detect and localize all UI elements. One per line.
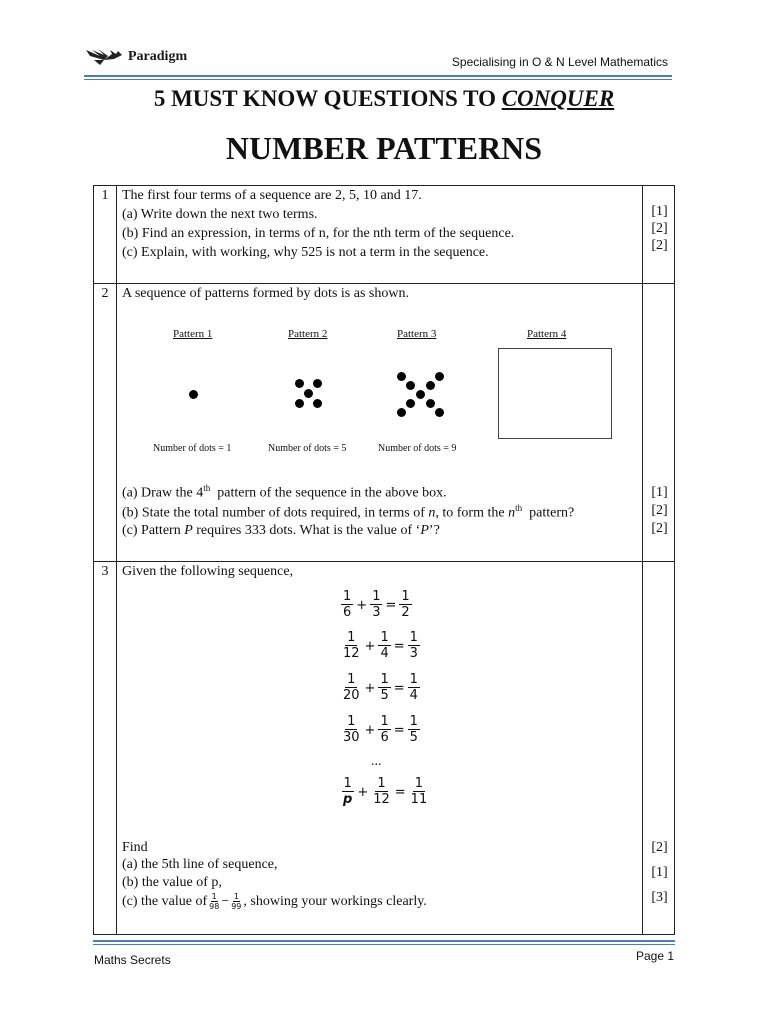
marks-label: [1] <box>651 204 668 219</box>
footer-divider <box>93 940 675 942</box>
table-divider <box>642 186 643 934</box>
marks-label: [1] <box>651 485 668 500</box>
table-divider <box>116 186 117 934</box>
brand-logo <box>84 46 187 68</box>
sequence-equation <box>340 589 413 621</box>
fraction: $\frac{1}{12}$ <box>343 630 360 661</box>
operator: = <box>393 680 405 696</box>
fraction: $\frac{1}{6}$ <box>380 714 389 745</box>
pattern-dot <box>426 381 435 390</box>
question-number: 2 <box>101 286 109 301</box>
operator: + <box>364 722 376 738</box>
operator: + <box>356 597 368 613</box>
question-number: 3 <box>101 564 109 579</box>
pattern-dot <box>435 372 444 381</box>
fraction: $\frac{1}{20}$ <box>343 672 360 703</box>
operator: = <box>393 722 405 738</box>
question-2-part-c: (c) Pattern P requires 333 dots. What is the value of ‘P’? <box>122 523 440 538</box>
marks-label: [2] <box>651 503 668 518</box>
fraction: $\frac{1}{5}$ <box>409 714 418 745</box>
question-1-part-b: (b) Find an expression, in terms of n, for the nth term of the sequence. <box>122 226 515 241</box>
question-3-find: Find <box>122 840 148 855</box>
pattern-dot <box>406 381 415 390</box>
question-3-part-a: (a) the 5th line of sequence, <box>122 857 278 872</box>
fraction: $\frac{1}{p}$ <box>343 776 353 807</box>
fraction: $\frac{1}{4}$ <box>409 672 418 703</box>
question-3-part-c <box>122 892 427 911</box>
sequence-equation <box>340 776 430 808</box>
table-divider <box>94 283 674 284</box>
pattern-dot <box>313 399 322 408</box>
fraction: $\frac{1}{3}$ <box>409 630 418 661</box>
fraction: $\frac{1}{6}$ <box>343 589 352 620</box>
fraction: $\frac{1}{12}$ <box>373 776 390 807</box>
table-divider <box>94 561 674 562</box>
pattern-dot <box>313 379 322 388</box>
marks-label: [1] <box>651 865 668 880</box>
marks-label: [2] <box>651 221 668 236</box>
question-1-part-a: (a) Write down the next two terms. <box>122 207 318 222</box>
part-c-suffix: , showing your workings clearly. <box>243 893 427 909</box>
minus-sign: − <box>221 893 230 909</box>
question-2-part-a: (a) Draw the 4th pattern of the sequence in the above box. <box>122 483 447 501</box>
pattern-label: Pattern 2 <box>288 328 328 340</box>
fraction: $\frac{1}{3}$ <box>372 589 381 620</box>
dot-count-label: Number of dots = 1 <box>153 443 232 454</box>
operator: + <box>364 680 376 696</box>
operator: = <box>385 597 397 613</box>
title-prefix: 5 MUST KNOW QUESTIONS TO <box>153 86 502 111</box>
marks-label: [3] <box>651 890 668 905</box>
pattern-dot <box>406 399 415 408</box>
pattern-dot <box>189 390 198 399</box>
page-title <box>0 86 768 112</box>
pattern-dot <box>295 399 304 408</box>
sequence-equation <box>340 630 421 662</box>
question-table <box>93 185 675 935</box>
page-number: Page 1 <box>636 949 675 963</box>
marks-label: [2] <box>651 238 668 253</box>
question-number: 1 <box>101 188 109 203</box>
wing-logo-icon <box>84 46 124 68</box>
fraction: 1 98 <box>209 892 220 911</box>
pattern-dot <box>426 399 435 408</box>
marks-label: [2] <box>651 840 668 855</box>
header-tagline: Specialising in O & N Level Mathematics <box>451 55 668 69</box>
marks-label: [2] <box>651 521 668 536</box>
question-1-stem: The first four terms of a sequence are 2, 5, 10 and 17. <box>122 188 422 203</box>
pattern-label: Pattern 3 <box>397 328 437 340</box>
header-divider-thin <box>84 79 672 80</box>
question-1-part-c: (c) Explain, with working, why 525 is not a term in the sequence. <box>122 245 489 260</box>
sequence-equation <box>340 672 421 704</box>
footer-title: Maths Secrets <box>94 953 171 967</box>
pattern-dot <box>397 372 406 381</box>
question-3-part-b: (b) the value of p, <box>122 875 222 890</box>
dot-count-label: Number of dots = 9 <box>378 443 457 454</box>
pattern-dot <box>295 379 304 388</box>
sequence-equation <box>340 714 421 746</box>
ellipsis: ... <box>371 754 382 769</box>
title-emphasis: CONQUER <box>501 86 615 111</box>
pattern-label: Pattern 1 <box>173 328 213 340</box>
operator: = <box>394 784 406 800</box>
pattern-dot <box>397 408 406 417</box>
pattern-dot <box>304 389 313 398</box>
fraction: $\frac{1}{2}$ <box>401 589 410 620</box>
question-3-stem: Given the following sequence, <box>122 564 294 579</box>
fraction: $\frac{1}{4}$ <box>380 630 389 661</box>
pattern-4-drawing-box[interactable] <box>498 348 612 439</box>
footer-divider-thin <box>93 944 675 945</box>
question-2-stem: A sequence of patterns formed by dots is as shown. <box>122 286 409 301</box>
operator: + <box>357 784 369 800</box>
pattern-dot <box>416 390 425 399</box>
brand-name: Paradigm <box>128 49 188 64</box>
dot-count-label: Number of dots = 5 <box>268 443 347 454</box>
question-2-part-b: (b) State the total number of dots required, in terms of n, to form the $n^{th}$ pattern? <box>122 503 575 521</box>
fraction: $\frac{1}{11}$ <box>410 776 428 807</box>
pattern-label: Pattern 4 <box>527 328 567 340</box>
fraction: $\frac{1}{5}$ <box>380 672 389 703</box>
operator: + <box>364 638 376 654</box>
pattern-dot <box>435 408 444 417</box>
fraction: $\frac{1}{99}$ <box>231 892 242 911</box>
page-subtitle: NUMBER PATTERNS <box>225 130 543 166</box>
operator: = <box>393 638 405 654</box>
part-c-prefix: (c) the value of <box>122 893 208 909</box>
fraction: $\frac{1}{30}$ <box>343 714 360 745</box>
header-divider <box>84 75 672 77</box>
